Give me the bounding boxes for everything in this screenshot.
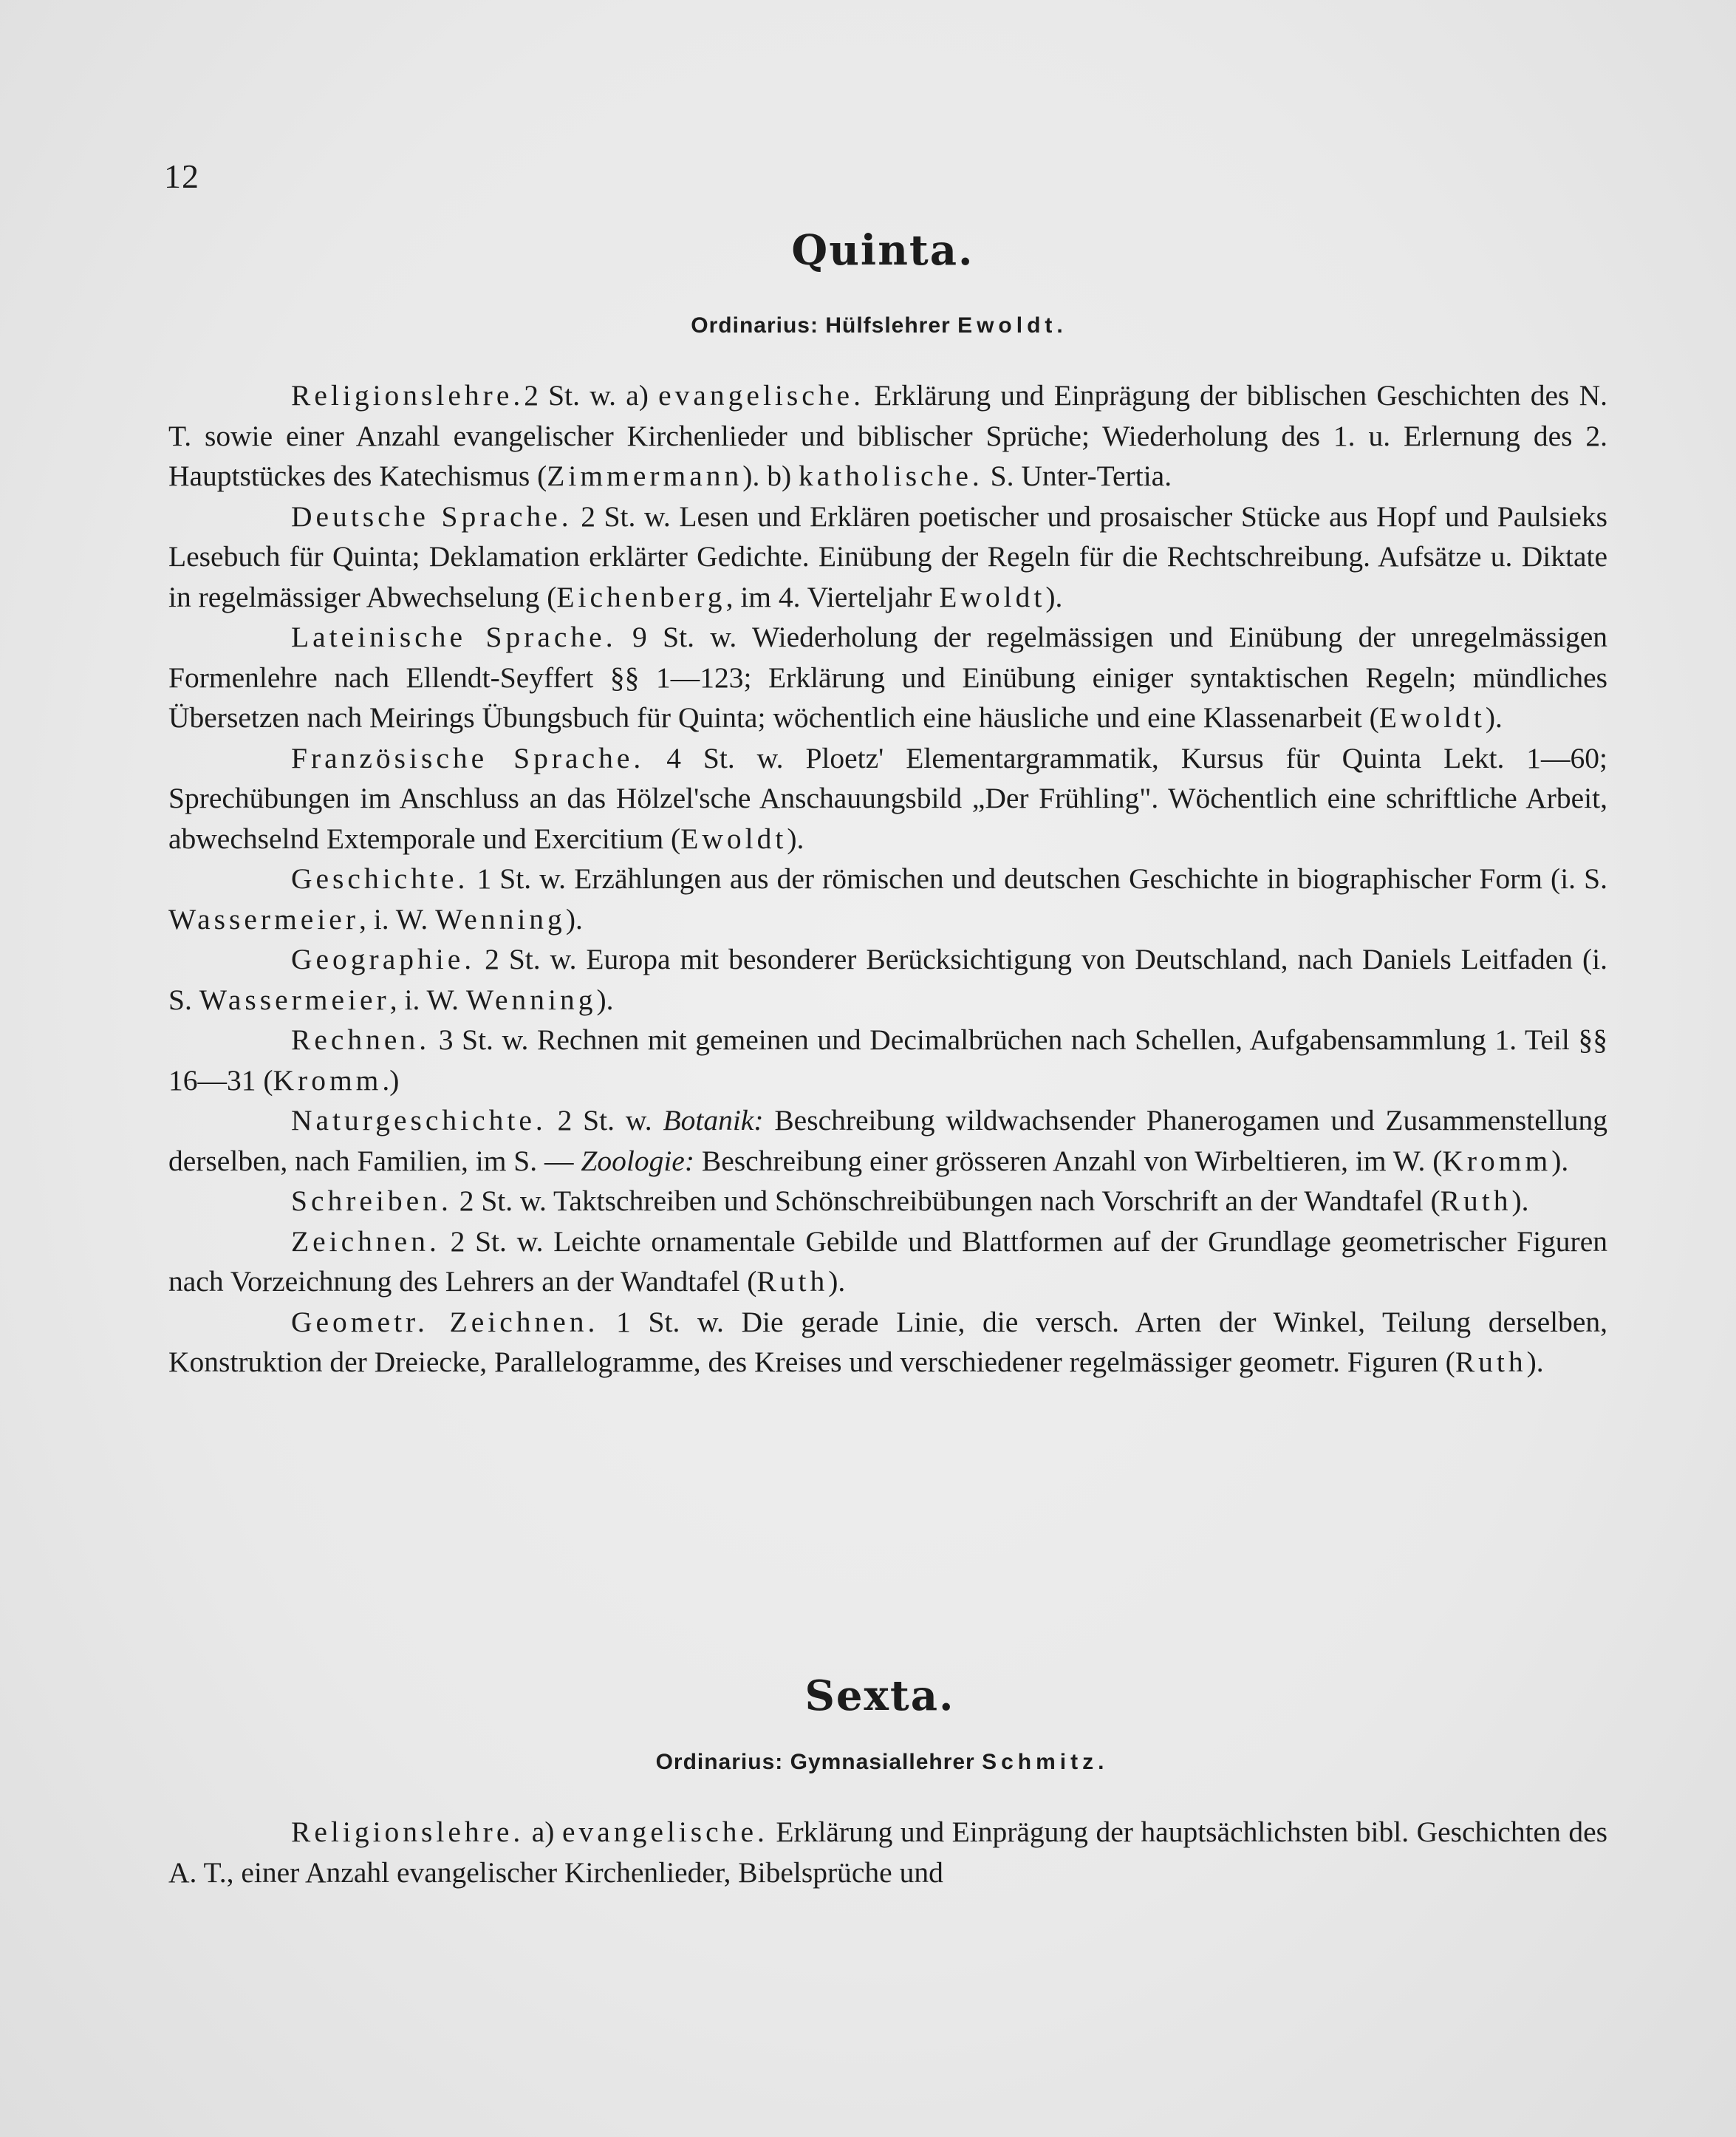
paragraph-text: ). [1526, 1346, 1544, 1378]
spaced-name: Wassermeier [199, 983, 390, 1016]
subject-name: Geometr. Zeichnen. [291, 1305, 599, 1338]
spaced-name: Wenning [435, 902, 566, 935]
spaced-name: evangelische. [658, 379, 864, 412]
spaced-name: Zimmermann [547, 460, 743, 492]
paragraph-text: a) [524, 1816, 562, 1848]
paragraph-text: , im 4. Vierteljahr [725, 580, 940, 613]
section-title-sexta: Sexta. [804, 1671, 955, 1720]
subject-paragraph [168, 738, 1607, 859]
paragraph-text: Erklärung und Einprägung der biblischen Geschichten des N. T. sowie einer Anzahl evangelischer Kirchenlieder und biblischer Sprüche; Wiederholung des 1. u. Erlernung des 2. Hauptstückes des Katechismus ( [168, 379, 1607, 492]
paragraph-text: S. Unter-Tertia. [983, 460, 1172, 492]
spaced-name: Ewoldt [939, 580, 1046, 613]
subject-name: Deutsche Sprache. [291, 500, 573, 533]
paragraph-text: 2 St. w. a) [524, 379, 659, 412]
subject-name: Lateinische Sprache. [291, 621, 617, 653]
subject-paragraph [168, 497, 1607, 618]
paragraph-text: ). [565, 902, 583, 935]
subject-paragraph [168, 859, 1607, 939]
spaced-name: Ruth [756, 1265, 829, 1298]
paragraph-text: ). [1511, 1185, 1529, 1217]
spaced-name: Wassermeier [168, 902, 359, 935]
ordinarius-rank: Hülfslehrer [825, 313, 951, 338]
subject-name: Naturgeschichte. [291, 1104, 547, 1136]
subject-paragraph [168, 1221, 1607, 1302]
paragraph-text: ). [1485, 701, 1503, 734]
paragraph-text: , i. W. [359, 902, 436, 935]
page-number: 12 [164, 157, 199, 195]
ordinarius-label: Ordinarius: [655, 1750, 784, 1774]
paragraph-text: 1 St. w. Die gerade Linie, die versch. Arten der Winkel, Teilung derselben, Konstruktion der Dreiecke, Parallelogramme, des Kreises und verschiedener regelmässiger geometr. Figuren ( [168, 1305, 1607, 1378]
subject-paragraph [168, 375, 1607, 497]
paragraph-text: 3 St. w. Rechnen mit gemeinen und Decimalbrüchen nach Schellen, Aufgabensammlung 1. Teil §§ 16—31 ( [168, 1023, 1607, 1097]
spaced-name: Eichenberg [556, 580, 726, 613]
paragraph-text: 4 St. w. Ploetz' Elementargrammatik, Kursus für Quinta Lekt. 1—60; Sprechübungen im Anschluss an das Hölzel'sche Anschauungsbild „Der Frühling". Wöchentlich eine schriftliche Arbeit, abwechselnd Extemporale und Exercitium ( [168, 741, 1607, 855]
spaced-name: Ruth [1455, 1346, 1527, 1378]
paragraph-text: Beschreibung einer grösseren Anzahl von Wirbeltieren, im W. ( [694, 1144, 1443, 1177]
ordinarius-rank: Gymnasiallehrer [790, 1750, 975, 1774]
subject-name: Schreiben. [291, 1185, 452, 1217]
ordinarius-name: Schmitz. [982, 1750, 1109, 1774]
ordinarius-label: Ordinarius: [691, 313, 819, 338]
subject-name: Geschichte. [291, 862, 469, 895]
paragraph-text: 2 St. w. [546, 1104, 663, 1136]
italic-term: Zoologie: [581, 1144, 694, 1177]
subject-paragraph [168, 617, 1607, 738]
paragraph-text: 2 St. w. Leichte ornamentale Gebilde und Blattformen auf der Grundlage geometrischer Figuren nach Vorzeichnung des Lehrers an der Wandtafel ( [168, 1224, 1607, 1298]
sexta-subject-list [168, 1812, 1607, 1892]
paragraph-text: ). [1045, 580, 1063, 613]
subject-name: Rechnen. [291, 1023, 431, 1056]
paragraph-text: 2 St. w. Taktschreiben und Schönschreibübungen nach Vorschrift an der Wandtafel ( [451, 1185, 1441, 1217]
ordinarius-name: Ewoldt. [957, 313, 1067, 338]
subject-paragraph [168, 939, 1607, 1020]
paragraph-text: 9 St. w. Wiederholung der regelmässigen und Einübung der unregelmässigen Formenlehre nach Ellendt-Seyffert §§ 1—123; Erklärung und Einübung einiger syntaktischen Regeln; mündliches Übersetzen nach Meirings Übungsbuch für Quinta; wöchentlich eine häusliche und eine Klassenarbeit ( [168, 621, 1607, 734]
subject-paragraph [168, 1020, 1607, 1100]
subject-name: Französische Sprache. [291, 741, 645, 774]
spaced-name: Ewoldt [680, 822, 787, 855]
paragraph-text: .) [382, 1063, 400, 1097]
paragraph-text: Erklärung und Einprägung der hauptsächlichsten bibl. Geschichten des A. T., einer Anzahl evangelischer Kirchenlieder, Bibelsprüche und [168, 1816, 1608, 1889]
subject-name: Zeichnen. [291, 1224, 440, 1258]
subject-name: Religionslehre. [291, 1816, 524, 1848]
paragraph-text: Beschreibung wildwachsender Phanerogamen und Zusammenstellung derselben, nach Familien, im S. — [168, 1104, 1607, 1177]
ordinarius-quinta [0, 313, 1736, 338]
spaced-name: Ruth [1440, 1185, 1512, 1217]
spaced-name: Ewoldt [1378, 701, 1486, 734]
section-title-quinta: Quinta. [791, 226, 974, 275]
paragraph-text: , i. W. [389, 983, 466, 1016]
subject-paragraph [168, 1302, 1607, 1383]
spaced-name: Wenning [465, 983, 597, 1016]
spaced-name: Kromm [1442, 1144, 1552, 1177]
italic-term: Botanik: [663, 1104, 764, 1136]
spaced-name: katholische. [798, 460, 983, 492]
subject-name: Geographie. [291, 943, 476, 975]
subject-paragraph [168, 1181, 1607, 1221]
paragraph-text: ). [787, 822, 804, 855]
quinta-subject-list [168, 375, 1607, 1383]
subject-paragraph [168, 1812, 1607, 1892]
spaced-name: evangelische. [562, 1816, 768, 1848]
paragraph-text: ). [828, 1265, 846, 1298]
paragraph-text: ). [596, 983, 614, 1016]
paragraph-text: 1 St. w. Erzählungen aus der römischen und deutschen Geschichte in biographischer Form (i. S. [468, 862, 1607, 895]
paragraph-text: ). [1551, 1144, 1569, 1177]
subject-paragraph [168, 1100, 1607, 1181]
paragraph-text: 2 St. w. Lesen und Erklären poetischer und prosaischer Stücke aus Hopf und Paulsieks Lesebuch für Quinta; Deklamation erklärter Gedichte. Einübung der Regeln für die Rechtschreibung. Aufsätze u. Diktate in regelmässiger Abwechselung ( [168, 500, 1608, 613]
paragraph-text: ). b) [742, 460, 799, 492]
ordinarius-sexta [0, 1750, 1736, 1775]
spaced-name: Kromm [273, 1063, 383, 1097]
subject-name: Religionslehre. [291, 379, 524, 412]
paragraph-text: 2 St. w. Europa mit besonderer Berücksichtigung von Deutschland, nach Daniels Leitfaden (i. S. [168, 943, 1607, 1016]
